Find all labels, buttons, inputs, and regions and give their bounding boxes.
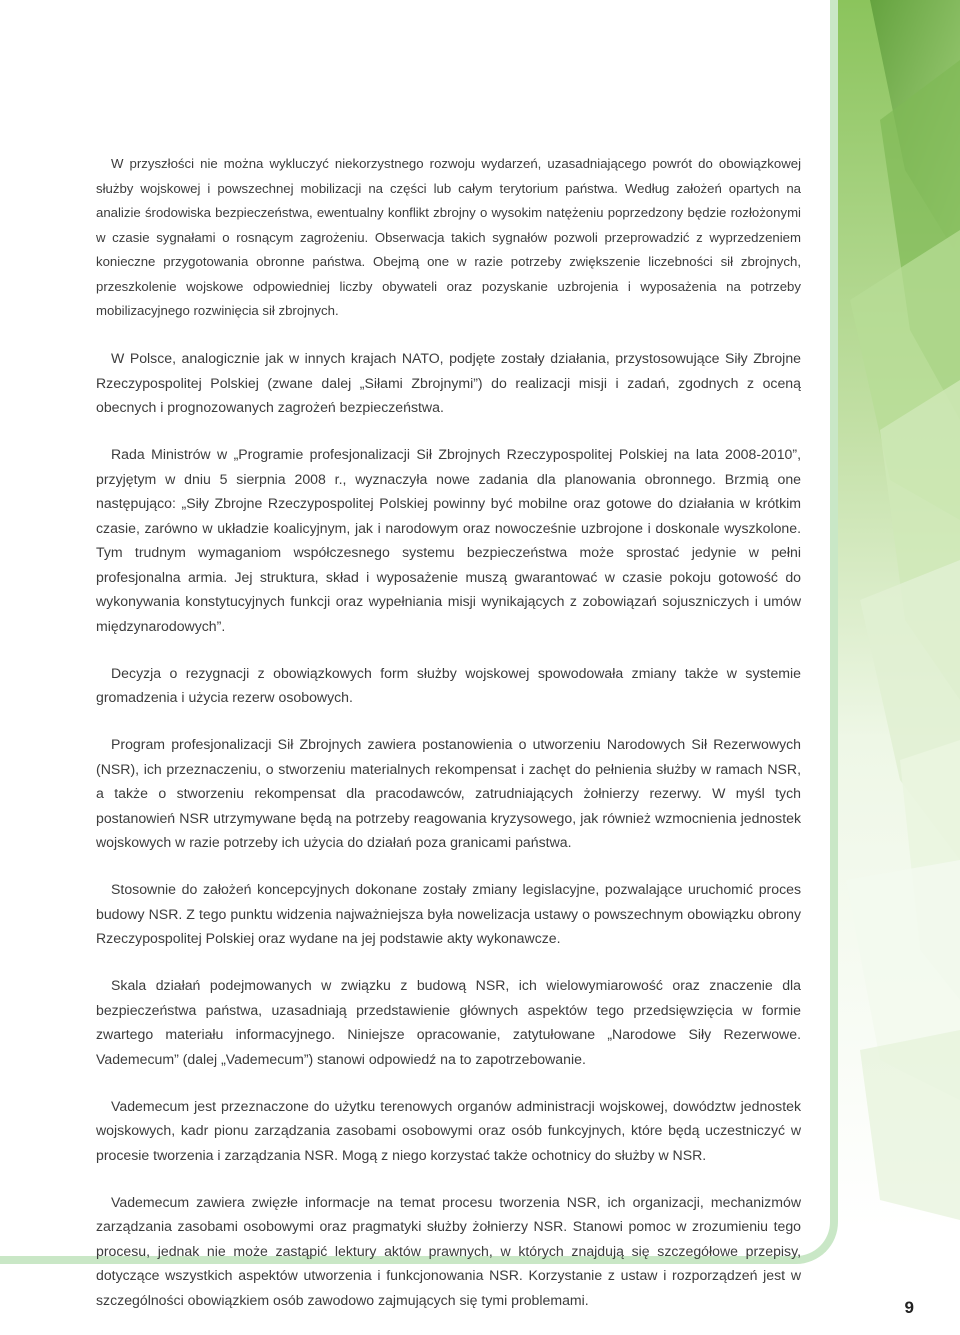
paragraph-4: Decyzja o rezygnacji z obowiązkowych form służby wojskowej spowodowała zmiany także w systemie gromadzenia i użycia rezerw osobowych. (96, 664, 801, 705)
paragraph-7: Skala działań podejmowanych w związku z budową NSR, ich wielowymiarowość oraz znaczenie dla bezpieczeństwa państwa, uzasadniają przedstawienie głównych aspektów tego przedsięwzięcia w formie zwartego materiału informacyjnego. Niniejsze opracowanie, zatytułowane „Narodowe Siły Rezerwowe. Vademecum” (dalej „Vademecum”) stanowi odpowiedź na to zapotrzebowanie. (96, 977, 801, 1067)
paragraph-9: Vademecum zawiera zwięzłe informacje na temat procesu tworzenia NSR, ich organizacji, mechanizmów zarządzania zasobami osobowymi oraz pragmatyki służby żołnierzy NSR. Stanowi pomoc w zrozumieniu tego procesu, jednak nie może zastąpić lektury aktów prawnych, w których znajdują się szczegółowe przepisy, dotyczące wszystkich aspektów utworzenia i funkcjonowania NSR. Korzystanie z ustaw i rozporządzeń jest w szczególności obowiązkiem osób zawodowo zajmujących się tymi problemami. (96, 1193, 801, 1308)
paragraph-2: W Polsce, analogicznie jak w innych krajach NATO, podjęte zostały działania, przystosowujące Siły Zbrojne Rzeczypospolitej Polskiej (zwane dalej „Siłami Zbrojnymi”) do realizacji misji i zadań, zgodnych z oceną obecnych i prognozowanych zagrożeń bezpieczeństwa. (96, 350, 801, 415)
paragraph-6: Stosownie do założeń koncepcyjnych dokonane zostały zmiany legislacyjne, pozwalające uruchomić proces budowy NSR. Z tego punktu widzenia najważniejsza była nowelizacja ustawy o powszechnym obowiązku obrony Rzeczypospolitej Polskiej oraz wydane na jej podstawie akty wykonawcze. (96, 881, 801, 946)
paragraph-8: Vademecum jest przeznaczone do użytku terenowych organów administracji wojskowej, dowództw jednostek wojskowych, kadr pionu zarządzania zasobami osobowymi oraz osób funkcyjnych, które będą uczestniczyć w procesie tworzenia i zarządzania NSR. Mogą z niego korzystać także ochotnicy do służby w NSR. (96, 1097, 801, 1163)
paragraph-5: Program profesjonalizacji Sił Zbrojnych zawiera postanowienia o utworzeniu Narodowych Sił Rezerwowych (NSR), ich przeznaczeniu, o stworzeniu materialnych rekompensat i zachęt do pełnienia służby w ramach NSR, a także o stworzeniu rekompensat dla pracodawców, zatrudniających żołnierzy rezerwy. W myśl tych postanowień NSR utrzymywane będą na potrzeby reagowania kryzysowego, jak również wzmocnienia jednostek wojskowych w razie potrzeby ich użycia do działań poza granicami państwa. (96, 736, 801, 850)
body-text (96, 152, 801, 1335)
page-number: 9 (904, 1298, 914, 1317)
paragraph-3: Rada Ministrów w „Programie profesjonalizacji Sił Zbrojnych Rzeczypospolitej Polskiej na lata 2008-2010”, przyjętym w dniu 5 sierpnia 2008 r., wyznaczyła nowe zadania dla planowania obronnego. Brzmią one następująco: „Siły Zbrojne Rzeczypospolitej Polskiej powinny być mobilne oraz gotowe do działania w krótkim czasie, zarówno w układzie koalicyjnym, jak i narodowym oraz nowocześnie uzbrojone i doskonale wyszkolone. Tym trudnym wymaganiom współczesnego systemu bezpieczeństwa może sprostać jedynie w pełni profesjonalna armia. Jej struktura, skład i wyposażenie muszą gwarantować w czasie pokoju gotowość do wykonywania konstytucyjnych funkcji oraz wypełniania misji wynikających z zobowiązań sojuszniczych i umów międzynarodowych”. (96, 446, 801, 634)
paragraph-1: W przyszłości nie można wykluczyć niekorzystnego rozwoju wydarzeń, uzasadniającego powrót do obowiązkowej służby wojskowej i powszechnej mobilizacji na części lub całym terytorium państwa. Według założeń opartych na analizie środowiska bezpieczeństwa, ewentualny konflikt zbrojny o wysokim natężeniu poprzedzony będzie rozłożonymi w czasie sygnałami o rosnącym zagrożeniu. Obserwacja takich sygnałów pozwoli przeprowadzić z wyprzedzeniem konieczne przygotowania obronne państwa. Obejmą one w razie potrzeby zwiększenie liczebności sił zbrojnych, przeszkolenie wojskowe odpowiedniej liczby obywateli oraz pozyskanie uzbrojenia i wyposażenia na potrzeby mobilizacyjnego rozwinięcia sił zbrojnych. (96, 156, 801, 318)
